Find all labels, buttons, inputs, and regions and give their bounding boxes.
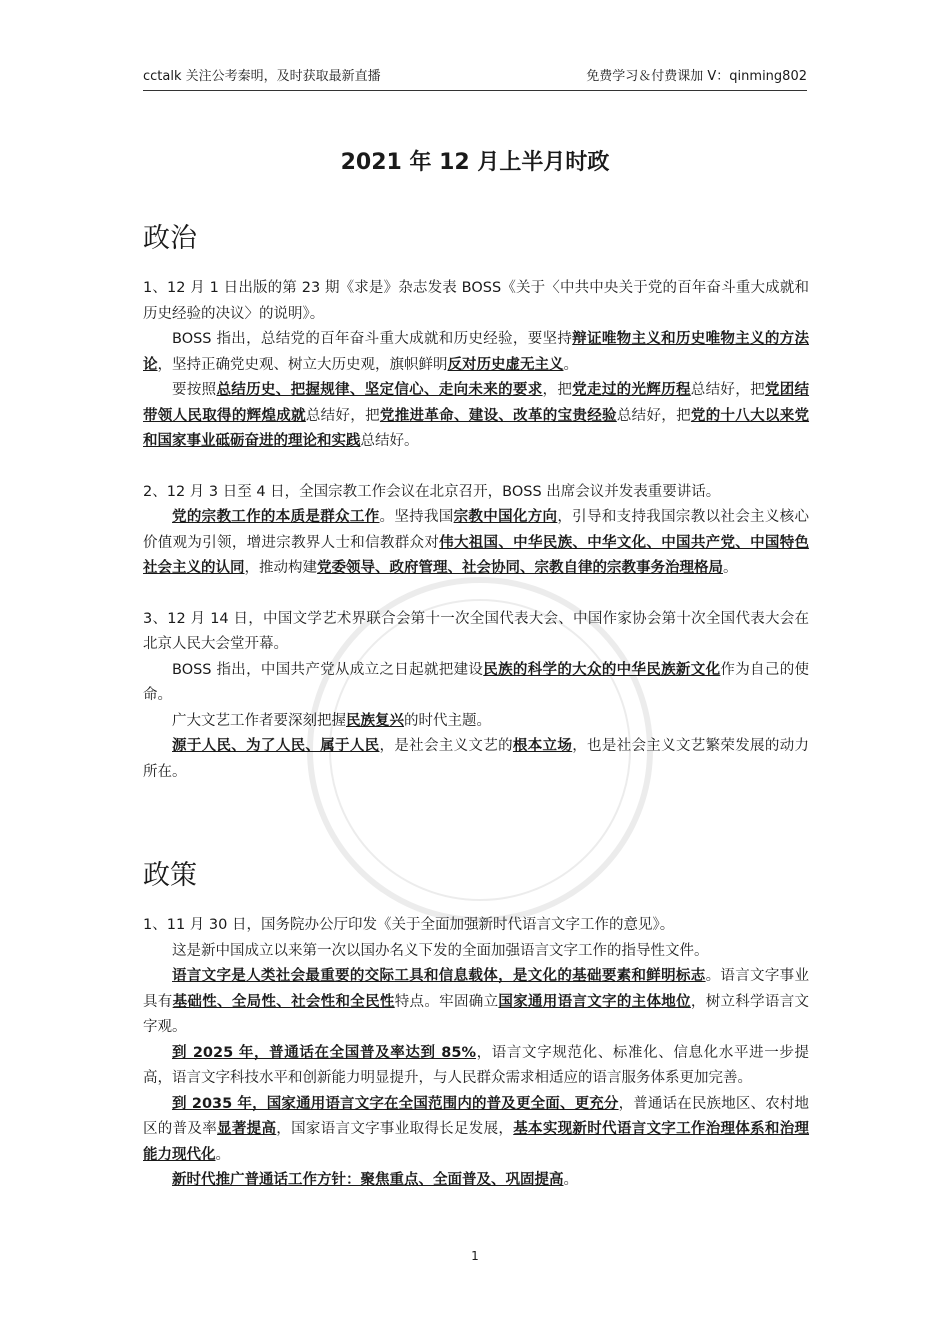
paragraph	[143, 1041, 809, 1092]
text-run: 的时代主题。	[404, 712, 491, 729]
text-run: 作为自己的使命。	[143, 661, 810, 703]
text-run: 。	[563, 356, 578, 373]
paragraph	[143, 939, 809, 965]
key-phrase: 国家通用语言文字的主体地位	[498, 993, 691, 1010]
text-run: 广大文艺工作者要深刻把握	[172, 712, 346, 729]
paragraph	[143, 734, 809, 785]
text-run: 2、12 月 3 日至 4 日，全国宗教工作会议在北京召开，BOSS 出席会议并发表重要讲话。	[143, 483, 721, 500]
text-run: ，坚持正确党史观、树立大历史观，旗帜鲜明	[157, 356, 448, 373]
paragraph	[143, 607, 809, 658]
text-run: 要按照	[172, 382, 217, 398]
section-title-policy: 政策	[143, 860, 197, 891]
paragraph	[143, 1168, 809, 1194]
paragraph	[143, 658, 809, 709]
paragraph	[143, 709, 809, 735]
key-phrase: 到 2035 年，国家通用语言文字在全国范围内的普及更全面、更充分	[172, 1095, 619, 1112]
paragraph	[143, 327, 809, 378]
paragraph	[143, 964, 809, 1041]
text-run: 1、12 月 1 日出版的第 23 期《求是》杂志发表 BOSS《关于〈中共中央关于党的百年奋斗重大成就和历史经验的决议〉的说明》。	[143, 280, 809, 322]
text-run: 3、12 月 14 日，中国文学艺术界联合会第十一次全国代表大会、中国作家协会第十次全国代表大会在北京人民大会堂开幕。	[143, 610, 809, 652]
text-run: ，语言文字规范化、标准化、信息化水平进一步提高，语言文字科技水平和创新能力明显提升，与人民群众需求相适应的语言服务体系更加完善。	[143, 1044, 809, 1086]
header-left-text: cctalk 关注公考秦明，及时获取最新直播	[143, 69, 381, 84]
key-phrase: 基本实现新时代语言文字工作治理体系和治理能力现代化	[143, 1121, 810, 1163]
key-phrase: 总结历史、把握规律、坚定信心、走向未来的要求	[216, 382, 543, 398]
text-run: BOSS 指出，中国共产党从成立之日起就把建设	[172, 661, 484, 678]
section-title-politics: 政治	[143, 223, 197, 254]
key-phrase: 伟大祖国、中华民族、中华文化、中国共产党、中国特色社会主义的认同	[143, 534, 810, 576]
text-run: ，引导和支持我国宗教以社会主义核心价值观为引领，增进宗教界人士和信教群众对	[143, 509, 810, 551]
key-phrase: 到 2025 年，普通话在全国普及率达到 85%	[172, 1044, 477, 1061]
section-body-politics	[143, 276, 809, 785]
key-phrase: 党推进革命、建设、改革的宝贵经验	[379, 407, 617, 424]
text-run: BOSS 指出，总结党的百年奋斗重大成就和历史经验，要坚持	[172, 331, 573, 347]
text-run: ，普通话在民族地区、农村地区的普及率	[143, 1095, 810, 1137]
text-run: 这是新中国成立以来第一次以国办名义下发的全面加强语言文字工作的指导性文件。	[172, 942, 709, 959]
paragraph	[143, 1092, 809, 1169]
text-run: 。	[723, 560, 738, 576]
page-number: 1	[471, 1249, 479, 1263]
text-run: 总结好，把	[690, 382, 765, 398]
key-phrase: 基础性、全局性、社会性和全民性	[172, 993, 395, 1010]
document-title: 2021 年 12 月上半月时政	[340, 150, 610, 175]
page-header	[143, 64, 807, 91]
text-run: 。	[563, 1172, 578, 1188]
text-run: 总结好，把	[305, 407, 380, 424]
paragraph	[143, 378, 809, 455]
text-run: 总结好。	[360, 433, 419, 449]
key-phrase: 新时代推广普通话工作方针：聚焦重点、全面普及、巩固提高	[172, 1172, 564, 1188]
key-phrase: 党的宗教工作的本质是群众工作	[172, 509, 380, 525]
key-phrase: 宗教中国化方向	[453, 509, 558, 525]
key-phrase: 民族复兴	[346, 712, 404, 729]
paragraph	[143, 913, 809, 939]
paragraph	[143, 276, 809, 327]
key-phrase: 党走过的光辉历程	[572, 382, 691, 398]
text-run: ，也是社会主义文艺繁荣发展的动力所在。	[143, 738, 810, 780]
text-run: ，是社会主义文艺的	[379, 738, 513, 754]
key-phrase: 党委领导、政府管理、社会协同、宗教自律的宗教事务治理格局	[317, 560, 723, 576]
text-run: ，推动构建	[244, 560, 317, 576]
key-phrase: 党的十八大以来党和国家事业砥砺奋进的理论和实践	[143, 407, 810, 449]
text-run: 。坚持我国	[379, 509, 454, 525]
text-run: 。	[215, 1146, 230, 1163]
paragraph	[143, 480, 809, 506]
text-run: ，把	[542, 382, 573, 398]
key-phrase: 显著提高	[217, 1121, 277, 1137]
key-phrase: 党团结带领人民取得的辉煌成就	[143, 382, 810, 424]
section-body-policy	[143, 913, 809, 1194]
key-phrase: 源于人民、为了人民、属于人民	[172, 738, 380, 754]
key-phrase: 根本立场	[512, 738, 573, 754]
text-run: 。语言文字事业具有	[143, 968, 810, 1010]
text-run: ，树立科学语言文字观。	[143, 993, 810, 1035]
key-phrase: 民族的科学的大众的中华民族新文化	[483, 661, 721, 678]
text-run: 特点。牢固确立	[394, 993, 499, 1010]
text-run: 总结好，把	[616, 407, 691, 424]
text-run: ，国家语言文字事业取得长足发展，	[276, 1121, 514, 1137]
text-run: 1、11 月 30 日，国务院办公厅印发《关于全面加强新时代语言文字工作的意见》。	[143, 917, 675, 933]
header-right-text: 免费学习＆付费课加 V：qinming802	[586, 69, 807, 84]
paragraph	[143, 505, 809, 582]
key-phrase: 辩证唯物主义和历史唯物主义的方法论	[143, 331, 809, 373]
key-phrase: 反对历史虚无主义	[447, 356, 564, 373]
key-phrase: 语言文字是人类社会最重要的交际工具和信息载体，是文化的基础要素和鲜明标志	[172, 968, 706, 984]
